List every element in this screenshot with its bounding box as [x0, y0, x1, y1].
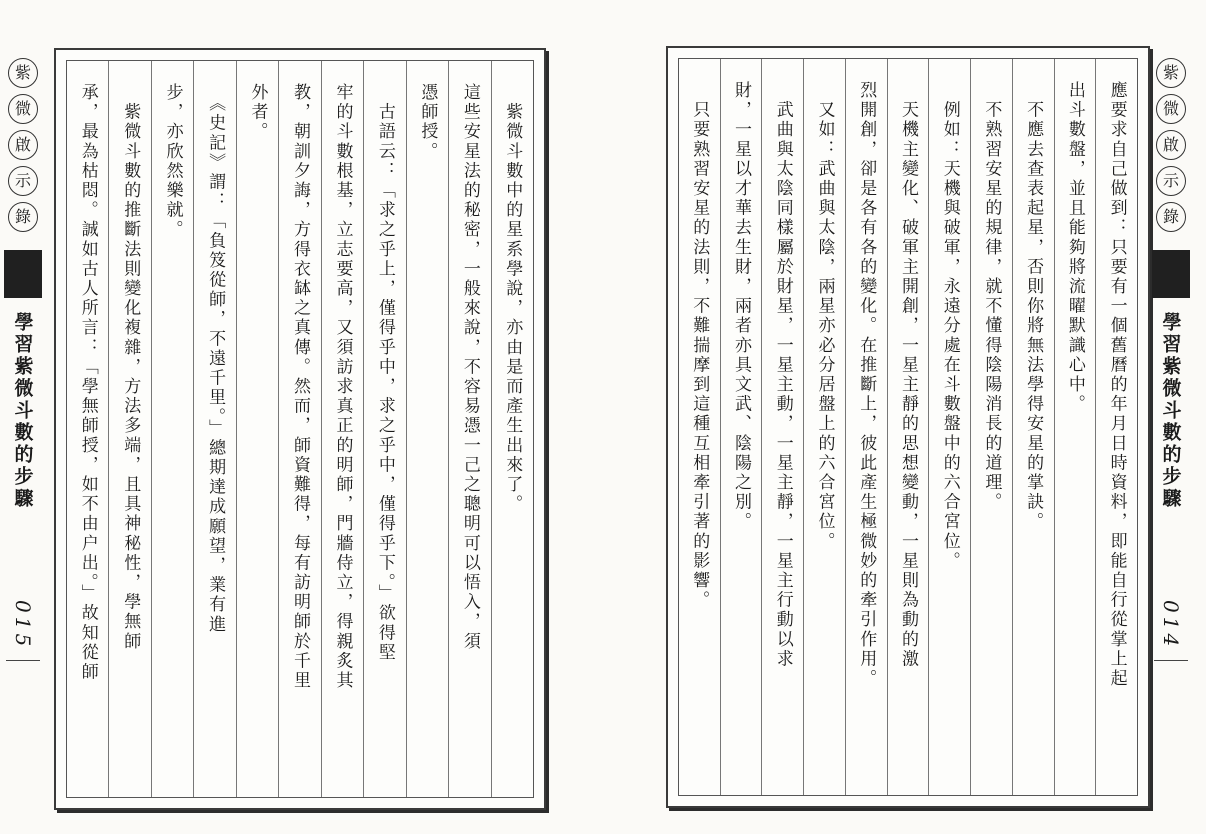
series-char: 啟 — [1156, 130, 1186, 160]
column-text: 憑師授。 — [417, 83, 438, 162]
thumb-index-band — [4, 250, 42, 298]
series-char: 錄 — [1156, 202, 1186, 232]
column-text: 武曲與太陰同樣屬於財星，一星主動，一星主靜，一星主行動以求 — [772, 81, 793, 669]
column-text: 牢的斗數根基，立志要高，又須訪求真正的明師，門牆侍立，得親炙其 — [332, 83, 353, 691]
column-text: 教，朝訓夕誨，方得衣缽之真傳。然而，師資難得，每有訪明師於千里 — [290, 83, 310, 691]
series-char: 示 — [1156, 166, 1186, 196]
column-text: 《史記》謂：「負笈從師，不遠千里。」總期達成願望，業有進 — [205, 83, 226, 635]
series-char: 示 — [8, 166, 38, 196]
text-column — [762, 59, 804, 795]
series-char: 紫 — [8, 58, 38, 88]
right-page — [666, 46, 1150, 808]
column-text: 例如：天機與破軍，永遠分處在斗數盤中的六合宮位。 — [939, 81, 960, 571]
series-title — [8, 58, 38, 232]
column-text: 紫微斗數中的星系學說，亦由是而產生出來了。 — [502, 83, 523, 515]
text-column — [237, 61, 279, 797]
text-column — [407, 61, 449, 797]
text-column — [152, 61, 194, 797]
text-grid — [66, 60, 534, 798]
text-column — [721, 59, 763, 795]
text-column — [492, 61, 533, 797]
text-column — [1096, 59, 1137, 795]
text-column — [929, 59, 971, 795]
text-column — [679, 59, 721, 795]
right-side-tab — [1152, 58, 1190, 661]
series-char: 紫 — [1156, 58, 1186, 88]
series-char: 微 — [1156, 94, 1186, 124]
column-text: 又如：武曲與太陰，兩星亦必分居盤上的六合宮位。 — [814, 81, 835, 552]
chapter-title: 學習紫微斗數的步驟 — [11, 312, 34, 510]
column-text: 不應去查表起星，否則你將無法學得安星的掌訣。 — [1023, 81, 1044, 532]
column-text: 天機主變化、破軍主開創，一星主靜的思想變動，一星則為動的激 — [897, 81, 918, 669]
column-text: 古語云：「求之乎上，僅得乎中，求之乎中，僅得乎下。」欲得堅 — [374, 83, 395, 663]
series-char: 微 — [8, 94, 38, 124]
text-column — [1055, 59, 1097, 795]
text-column — [971, 59, 1013, 795]
column-text: 出斗數盤，並且能夠將流曜默識心中。 — [1064, 81, 1085, 415]
divider — [1154, 660, 1188, 661]
column-text: 應要求自己做到：只要有一個舊曆的年月日時資料，即能自行從掌上起 — [1106, 81, 1127, 689]
text-grid — [678, 58, 1138, 796]
column-text: 紫微斗數的推斷法則變化複雜，方法多端，且具神秘性，學無師 — [120, 83, 141, 652]
column-text: 承，最為枯悶。誠如古人所言：「學無師授，如不由户出。」故知從師 — [77, 83, 98, 683]
column-text: 步，亦欣然樂就。 — [162, 83, 183, 240]
text-column — [194, 61, 236, 797]
text-column — [279, 61, 321, 797]
left-side-tab — [4, 58, 42, 661]
column-text: 烈開創，卻是各有各的變化。在推斷上，彼此產生極微妙的牽引作用。 — [856, 81, 877, 689]
column-text: 外者。 — [247, 83, 268, 142]
thumb-index-band — [1152, 250, 1190, 298]
column-text: 只要熟習安星的法則，不難揣摩到這種互相牽引著的影響。 — [689, 81, 710, 611]
chapter-title: 學習紫微斗數的步驟 — [1159, 312, 1182, 510]
column-text: 不熟習安星的規律，就不懂得陰陽消長的道理。 — [981, 81, 1002, 513]
series-char: 錄 — [8, 202, 38, 232]
text-column — [449, 61, 491, 797]
series-char: 啟 — [8, 130, 38, 160]
text-column — [804, 59, 846, 795]
left-page — [54, 48, 546, 810]
text-column — [846, 59, 888, 795]
text-column — [888, 59, 930, 795]
column-text: 這些安星法的秘密，一般來說，不容易憑一己之聰明可以悟入，須 — [459, 83, 480, 652]
page-number: 014 — [1159, 600, 1183, 651]
text-column — [1013, 59, 1055, 795]
text-column — [322, 61, 364, 797]
page-number: 015 — [11, 600, 35, 651]
text-column — [67, 61, 109, 797]
text-column — [364, 61, 406, 797]
text-column — [109, 61, 151, 797]
series-title — [1156, 58, 1186, 232]
column-text: 財，一星以才華去生財，兩者亦具文武、陰陽之別。 — [731, 81, 752, 532]
divider — [6, 660, 40, 661]
